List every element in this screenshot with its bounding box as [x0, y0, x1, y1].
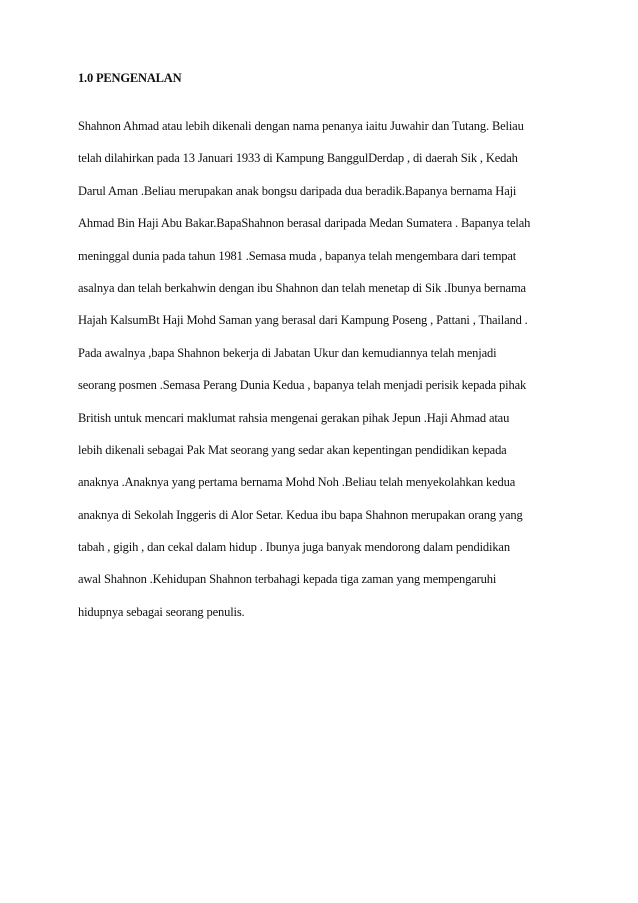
- paragraph-line: anaknya di Sekolah Inggeris di Alor Setar. Kedua ibu bapa Shahnon merupakan orang yang: [78, 507, 523, 522]
- paragraph-line: British untuk mencari maklumat rahsia mengenai gerakan pihak Jepun .Haji Ahmad atau: [78, 410, 510, 425]
- section-heading: 1.0 PENGENALAN: [78, 71, 182, 85]
- paragraph-line: telah dilahirkan pada 13 Januari 1933 di Kampung BanggulDerdap , di daerah Sik , Kedah: [78, 151, 518, 166]
- paragraph-line: tabah , gigih , dan cekal dalam hidup . Ibunya juga banyak mendorong dalam pendidikan: [78, 540, 510, 555]
- paragraph-line: awal Shahnon .Kehidupan Shahnon terbahagi kepada tiga zaman yang mempengaruhi: [78, 572, 497, 587]
- paragraph-line: lebih dikenali sebagai Pak Mat seorang yang sedar akan kepentingan pendidikan kepada: [78, 442, 507, 457]
- paragraph-line: seorang posmen .Semasa Perang Dunia Kedua , bapanya telah menjadi perisik kepada pihak: [78, 378, 527, 393]
- paragraph-line: Shahnon Ahmad atau lebih dikenali dengan nama penanya iaitu Juwahir dan Tutang. Beliau: [78, 119, 524, 133]
- paragraph-line: asalnya dan telah berkahwin dengan ibu Shahnon dan telah menetap di Sik .Ibunya bernama: [78, 280, 526, 295]
- paragraph-line: Darul Aman .Beliau merupakan anak bongsu daripada dua beradik.Bapanya bernama Haji: [78, 183, 517, 198]
- paragraph-line: anaknya .Anaknya yang pertama bernama Mohd Noh .Beliau telah menyekolahkan kedua: [78, 475, 516, 490]
- paragraph-line: Hajah KalsumBt Haji Mohd Saman yang berasal dari Kampung Poseng , Pattani , Thailand .: [78, 313, 528, 328]
- body-paragraph: [78, 118, 578, 636]
- paragraph-line: Ahmad Bin Haji Abu Bakar.BapaShahnon berasal daripada Medan Sumatera . Bapanya telah: [78, 216, 531, 231]
- paragraph-line: Pada awalnya ,bapa Shahnon bekerja di Jabatan Ukur dan kemudiannya telah menjadi: [78, 345, 497, 360]
- paragraph-line: hidupnya sebagai seorang penulis.: [78, 604, 245, 619]
- paragraph-line: meninggal dunia pada tahun 1981 .Semasa muda , bapanya telah mengembara dari tempat: [78, 248, 517, 263]
